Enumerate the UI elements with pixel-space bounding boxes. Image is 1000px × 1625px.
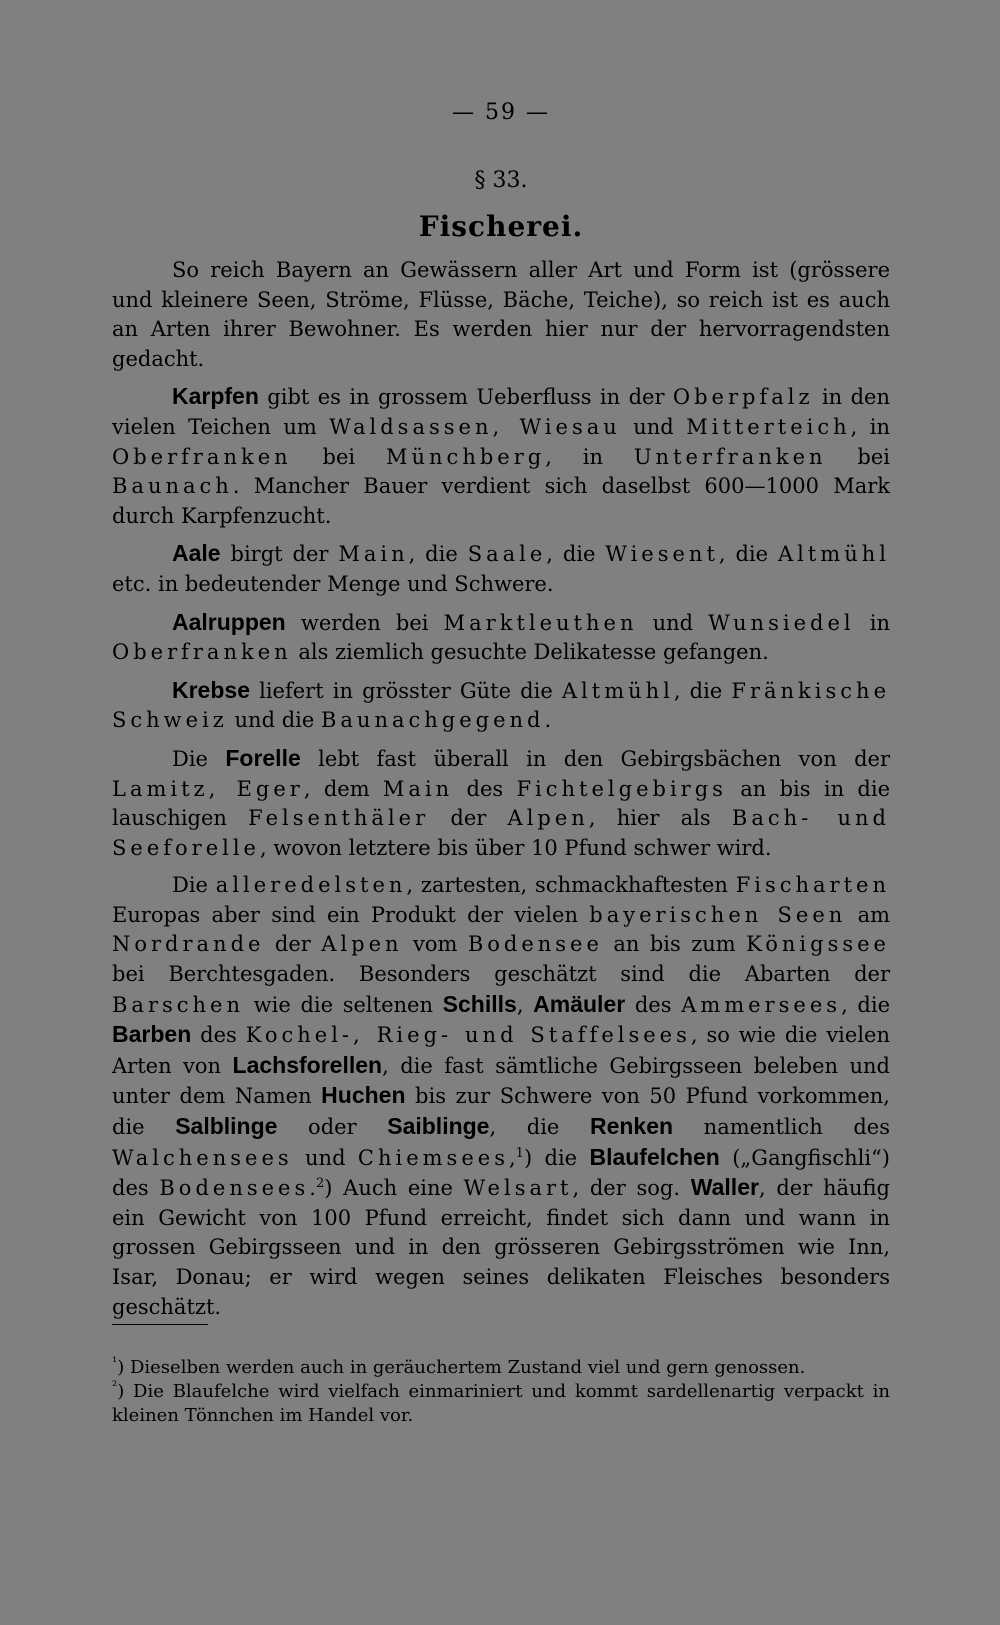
spaced-text: Saale — [467, 542, 547, 567]
text: ) die — [523, 1145, 590, 1170]
text: bei — [291, 444, 386, 469]
spaced-text: Lamitz, Eger — [112, 776, 304, 801]
text: („Gangfischli“) des — [112, 1145, 890, 1201]
spaced-text: Main — [382, 776, 454, 801]
book-page — [112, 0, 890, 1625]
page-number: — 59 — — [452, 100, 550, 125]
text: . — [544, 708, 552, 733]
spaced-text: Wiesent — [605, 542, 719, 567]
keyword-saiblinge: Saiblinge — [387, 1113, 490, 1140]
body-text — [112, 256, 890, 1322]
keyword-barben: Barben — [112, 1021, 192, 1048]
text: der — [264, 932, 322, 957]
footnote-text: ) Die Blaufelche wird vielfach einmariniert und kommt sardellenartig verpackt in kleinen Tönnchen im Handel vor. — [112, 1381, 890, 1426]
spaced-text: Alpen — [507, 806, 589, 831]
text: , in — [545, 444, 634, 469]
keyword-lachsforellen: Lachsforellen — [232, 1051, 383, 1078]
spaced-text: Königssee — [746, 932, 890, 957]
spaced-text: Fichtelgebirgs — [516, 776, 727, 801]
text: bei — [826, 444, 890, 469]
section-number: § 33. — [474, 168, 528, 193]
spaced-text: Welsart — [463, 1176, 573, 1201]
text: , die fast sämtliche Gebirgsseen beleben und unter dem Namen — [112, 1053, 890, 1109]
spaced-text: Oberpfalz — [672, 385, 814, 410]
text: und die — [227, 708, 321, 733]
footnote-mark: ² — [112, 1379, 118, 1394]
spaced-text: Chiemsees — [357, 1145, 509, 1170]
keyword-aale: Aale — [172, 540, 221, 567]
spaced-text: Baunachgegend — [320, 708, 545, 733]
paragraph-forelle — [112, 744, 890, 863]
footnote-divider — [112, 1324, 208, 1325]
text: als ziemlich gesuchte Delikatesse gefangen. — [291, 640, 769, 665]
text: , der häufig ein Gewicht von 100 Pfund erreicht, findet sich dann und wann in grossen Gebirgsseen und in den grösseren Gebirgsströmen wie Inn, Isar, Donau; er wird wegen seines delikaten Fleisches besonders geschätzt. — [112, 1176, 890, 1319]
text: etc. in bedeutender Menge und Schwere. — [112, 571, 554, 596]
spaced-text: Alpen — [321, 932, 403, 957]
spaced-text: Marktleuthen — [443, 610, 638, 635]
spaced-text: bayerischen Seen — [589, 902, 847, 927]
keyword-huchen: Huchen — [321, 1082, 406, 1109]
footnote-2 — [112, 1380, 890, 1428]
spaced-text: Bodensee — [467, 932, 603, 957]
footnote-ref-2: 2 — [315, 1176, 325, 1192]
text: birgt der — [220, 542, 339, 567]
text: oder — [277, 1115, 388, 1140]
text: , die — [841, 992, 890, 1017]
spaced-text: Münchberg — [386, 444, 546, 469]
text: gibt es in grossem Ueberfluss in der — [258, 385, 673, 410]
text: und — [620, 414, 687, 439]
text: , die — [673, 678, 732, 703]
text: , die — [489, 1115, 590, 1140]
spaced-text: Waldsassen, Wiesau — [329, 414, 621, 439]
spaced-text: Oberfranken — [112, 640, 292, 665]
text: vom — [402, 932, 468, 957]
keyword-karpfen: Karpfen — [172, 383, 259, 410]
footnote-mark: ¹ — [112, 1355, 118, 1370]
paragraph-krebse — [112, 676, 890, 736]
keyword-waller: Waller — [690, 1174, 759, 1201]
text: , so wie die vielen Arten von — [112, 1023, 890, 1078]
text: , wovon letztere bis über 10 Pfund schwer wird. — [259, 835, 772, 860]
text: wie die seltenen — [244, 992, 443, 1017]
paragraph-aale — [112, 539, 890, 599]
spaced-text: Bodensees — [159, 1176, 310, 1201]
text: , — [516, 992, 534, 1017]
text: des — [191, 1023, 246, 1048]
keyword-renken: Renken — [589, 1113, 674, 1140]
text: , — [508, 1145, 516, 1170]
spaced-text: Walchensees — [112, 1145, 293, 1170]
text: Europas aber sind ein Produkt der vielen — [112, 902, 590, 927]
text: , dem — [303, 776, 383, 801]
keyword-schills: Schills — [442, 990, 517, 1017]
text: der — [429, 806, 508, 831]
spaced-text: Unterfranken — [633, 444, 827, 469]
text: Die — [172, 873, 216, 898]
footnote-text: ) Dieselben werden auch in geräuchertem Zustand viel und gern genossen. — [117, 1357, 806, 1378]
text: , die — [546, 542, 606, 567]
text: in den vielen Teichen um — [112, 385, 890, 439]
spaced-text: Fränkische Schweiz — [112, 678, 890, 733]
footnote-1 — [112, 1356, 890, 1380]
text: und — [637, 610, 709, 635]
spaced-text: Fischarten — [735, 873, 890, 898]
text: Die — [172, 746, 226, 771]
text: , der sog. — [572, 1176, 691, 1201]
paragraph-seefische — [112, 871, 890, 1322]
keyword-krebse: Krebse — [172, 676, 250, 703]
spaced-text: Altmühl — [777, 542, 890, 567]
text: , die — [408, 542, 468, 567]
text: des — [453, 776, 517, 801]
text: , die — [718, 542, 778, 567]
paragraph-karpfen — [112, 382, 890, 531]
spaced-text: Oberfranken — [112, 444, 292, 469]
text: am — [846, 902, 891, 927]
text: . — [309, 1176, 316, 1201]
text: . Mancher Bauer verdient sich daselbst 600—1000 Mark durch Karpfenzucht. — [112, 474, 890, 528]
chapter-title: Fischerei. — [418, 210, 584, 243]
paragraph-aalruppen — [112, 608, 890, 668]
text: , hier als — [588, 806, 732, 831]
text: und — [292, 1145, 358, 1170]
spaced-text: Wunsiedel — [708, 610, 855, 635]
text: liefert in grösster Güte die — [249, 678, 562, 703]
paragraph-intro-text: So reich Bayern an Gewässern aller Art und Form ist (grössere und kleinere Seen, Ströme, Flüsse, Bäche, Teiche), so reich ist es auch an Arten ihrer Bewohner. Es werden hier nur der hervorragendsten gedacht. — [112, 258, 890, 371]
text: in — [854, 610, 890, 635]
spaced-text: alleredelsten — [215, 873, 407, 898]
text: an bis in die lauschigen — [112, 776, 890, 831]
keyword-forelle: Forelle — [225, 744, 301, 771]
text: ) Auch eine — [324, 1176, 464, 1201]
keyword-blaufelchen: Blaufelchen — [589, 1143, 720, 1170]
spaced-text: Nordrande — [112, 932, 265, 957]
spaced-text: Mitterteich — [686, 414, 851, 439]
text: bis zur Schwere von 50 Pfund vorkommen, die — [112, 1084, 890, 1140]
text: des — [625, 992, 682, 1017]
spaced-text: Barschen — [112, 992, 245, 1017]
text: lebt fast überall in den Gebirgsbächen von der — [300, 746, 890, 771]
spaced-text: Baunach — [112, 474, 233, 499]
spaced-text: Main — [338, 542, 409, 567]
spaced-text: Bach- und Seeforelle — [112, 806, 890, 860]
footnote-ref-1: 1 — [515, 1145, 524, 1161]
text: an bis zum — [602, 932, 747, 957]
text: , in — [850, 414, 891, 439]
text: , zartesten, schmackhaftesten — [406, 873, 736, 898]
text: bei Berchtesgaden. Besonders geschätzt sind die Abarten der — [112, 962, 890, 987]
spaced-text: Altmühl — [561, 678, 674, 703]
text: werden bei — [285, 610, 444, 635]
spaced-text: Kochel-, Rieg- und Staffelsees — [245, 1023, 691, 1048]
footnotes — [112, 1356, 890, 1428]
keyword-amaeuler: Amäuler — [533, 990, 626, 1017]
paragraph-intro — [112, 256, 890, 374]
spaced-text: Ammersees — [681, 992, 842, 1017]
keyword-aalruppen: Aalruppen — [172, 608, 286, 635]
text: namentlich des — [673, 1115, 890, 1140]
keyword-salblinge: Salblinge — [175, 1113, 278, 1140]
spaced-text: Felsenthäler — [248, 806, 430, 831]
